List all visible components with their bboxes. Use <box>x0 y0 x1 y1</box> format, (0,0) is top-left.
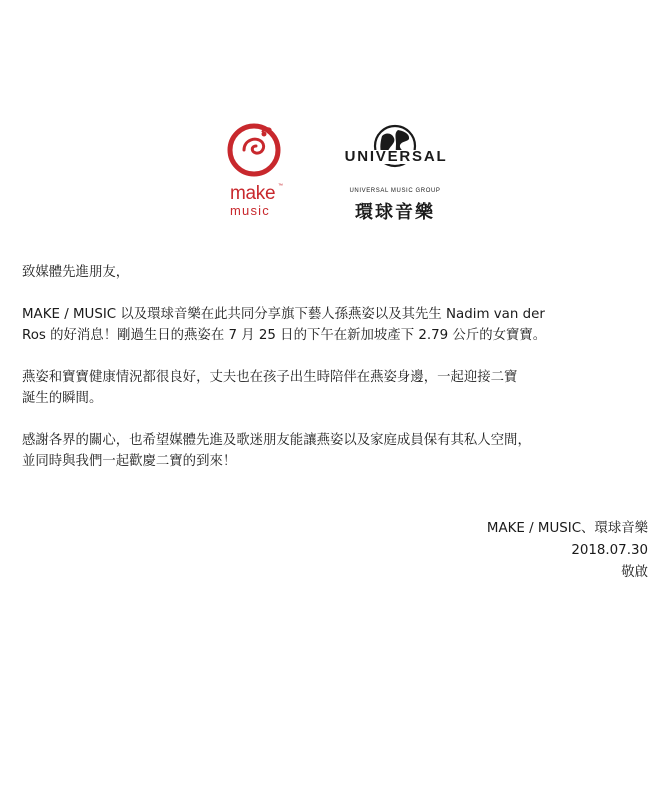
universal-music-group-text: UNIVERSAL MUSIC GROUP <box>349 188 441 194</box>
paragraph-thanks <box>22 430 662 472</box>
trademark-mark: ™ <box>278 183 283 189</box>
universal-music-logo <box>330 124 460 224</box>
closing-line: 敬啟 <box>621 565 648 580</box>
sender-line: MAKE / MUSIC、環球音樂 <box>486 521 648 536</box>
paragraph-line: Ros 的好消息！剛過生日的燕姿在 7 月 25 日的下午在新加坡產下 2.79 公斤的女寶寶。 <box>22 328 547 343</box>
salutation: 致媒體先進朋友， <box>22 265 130 280</box>
signoff-block <box>487 518 648 584</box>
universal-wordmark: UNIVERSAL <box>344 148 448 165</box>
paragraph-line: MAKE / MUSIC 以及環球音樂在此共同分享旗下藝人孫燕姿以及其先生 Nadim van der <box>22 307 545 322</box>
paragraph-line: 感謝各界的關心，也希望媒體先進及歌迷朋友能讓燕姿以及家庭成員保有其私人空間， <box>22 433 531 448</box>
paragraph-line: 並同時與我們一起歡慶二寶的到來！ <box>22 454 237 469</box>
music-logo-text: music <box>230 203 270 218</box>
paragraph-announcement <box>22 304 662 346</box>
paragraph-line: 燕姿和寶寶健康情況都很良好，丈夫也在孩子出生時陪伴在燕姿身邊，一起迎接二寶 <box>22 370 518 385</box>
make-music-logo <box>222 120 288 230</box>
paragraph-line: 誕生的瞬間。 <box>22 391 103 406</box>
universal-chinese-name: 環球音樂 <box>355 202 435 223</box>
make-music-swirl-icon <box>222 120 288 184</box>
letter-body <box>22 262 662 493</box>
date-line: 2018.07.30 <box>571 543 648 558</box>
make-logo-text: make <box>230 183 276 204</box>
paragraph-health <box>22 367 662 409</box>
